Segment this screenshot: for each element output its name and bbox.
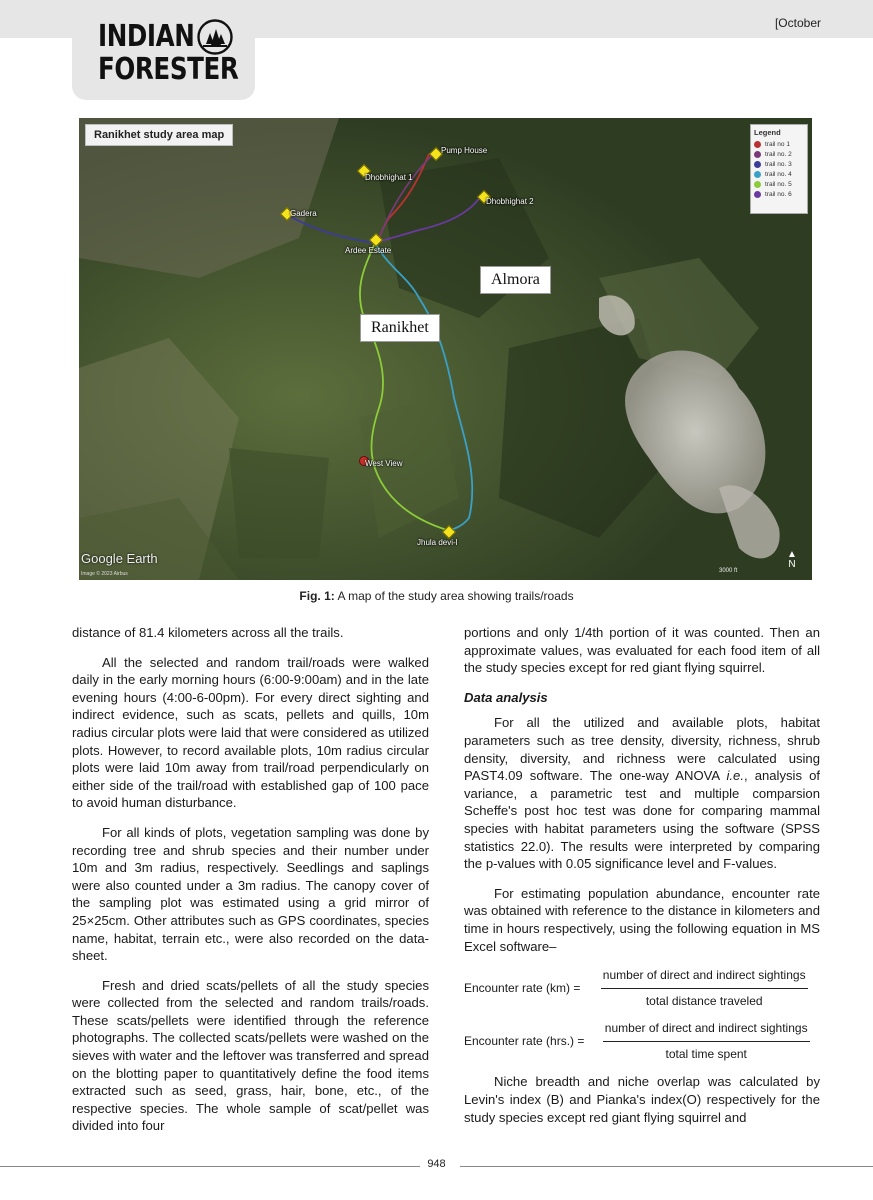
figure-number: Fig. 1: bbox=[299, 589, 335, 603]
equation-fraction bbox=[588, 967, 820, 1010]
map-legend bbox=[750, 124, 808, 214]
paragraph: For all kinds of plots, vegetation sampling was done by recording tree and shrub species and their number under 10m and 3m radius, respectively. Seedlings and saplings were also counted under a 3m radius. The canopy cover of the sampling plot was estimated using a grid mirror of 25×25cm. Other attributes such as GPS coordinates, species name, habitat, terrain etc., were also recorded on the data-sheet. bbox=[72, 824, 429, 964]
paragraph: distance of 81.4 kilometers across all the trails. bbox=[72, 625, 344, 640]
legend-swatch-icon bbox=[754, 141, 761, 148]
figure-caption-text: A map of the study area showing trails/roads bbox=[334, 589, 574, 603]
place-label-dhobhighat-2: Dhobhighat 2 bbox=[486, 197, 534, 206]
page-number: 948 bbox=[427, 1158, 446, 1170]
google-earth-watermark: Google Earth bbox=[81, 551, 158, 566]
legend-title: Legend bbox=[754, 128, 781, 137]
legend-item bbox=[754, 189, 807, 199]
section-heading: Data analysis bbox=[464, 689, 548, 705]
left-column bbox=[72, 624, 429, 1147]
right-column bbox=[464, 624, 820, 1138]
paragraph: All the selected and random trail/roads were walked daily in the early morning hours (6:00-9:00am) and in the late evening hours (4:00-6-00pm). For every direct sighting and indirect evidence, such as scats, pellets and quills, 10m radius circular plots were laid that were considered as utilized plots. However, to record available plots, 10m radius circular plots were laid 10m away from trail/road perpendicularly on either side of the trail/road with established gap of 100 pace to avoid human disturbance. bbox=[72, 654, 429, 811]
satellite-terrain bbox=[79, 118, 812, 580]
place-label-pump-house: Pump House bbox=[441, 146, 488, 155]
equation-numerator: number of direct and indirect sightings bbox=[601, 967, 808, 989]
paragraph: portions and only 1/4th portion of it was counted. Then an approximate values, was evaluated for each food item of all the study species except for red giant flying squirrel. bbox=[464, 625, 820, 676]
region-label-ranikhet: Ranikhet bbox=[360, 314, 440, 342]
legend-label: trail no. 5 bbox=[765, 180, 792, 188]
journal-logo bbox=[72, 0, 255, 100]
legend-label: trail no. 6 bbox=[765, 190, 792, 198]
legend-swatch-icon bbox=[754, 181, 761, 188]
text-span: , analysis of variance, a parametric test and multiple comparsion Scheffe's post hoc test was done for comparing mammal species with habitat parameters using the software (SPSS statistics 22.0). The results were interpreted by comparing the p-values with 0.05 significance level and F-values. bbox=[464, 768, 821, 872]
legend-label: trail no. 4 bbox=[765, 170, 792, 178]
equation-lhs: Encounter rate (km) = bbox=[464, 980, 581, 995]
equation-denominator: total time spent bbox=[665, 1046, 747, 1061]
tree-emblem-icon bbox=[197, 19, 233, 55]
issue-month: [October bbox=[774, 16, 821, 30]
place-label-ardee-estate: Ardee Estate bbox=[345, 246, 392, 255]
study-area-map bbox=[79, 118, 812, 580]
place-label-jhula-devi: Jhula devi-l bbox=[417, 538, 458, 547]
region-label-almora: Almora bbox=[480, 266, 551, 294]
north-arrow-icon: ▲ N bbox=[787, 549, 797, 570]
legend-label: trail no. 3 bbox=[765, 160, 792, 168]
north-label: N bbox=[788, 559, 796, 570]
legend-item bbox=[754, 139, 807, 149]
equation-encounter-rate-hrs bbox=[464, 1020, 820, 1063]
map-title: Ranikhet study area map bbox=[85, 124, 233, 146]
place-label-dhobhighat-1: Dhobhighat 1 bbox=[365, 173, 413, 182]
figure-caption bbox=[0, 589, 873, 603]
legend-swatch-icon bbox=[754, 191, 761, 198]
journal-title-line2: FORESTER bbox=[98, 52, 239, 87]
paragraph: Niche breadth and niche overlap was calculated by Levin's index (B) and Pianka's index(O) respectively for the study species except red giant flying squirrel and bbox=[464, 1074, 820, 1125]
italic-abbreviation: i.e. bbox=[726, 768, 744, 784]
text-span: For all the utilized and available plots, habitat parameters such as tree density, diversity, richness, shrub density, diversity, and richness were calculated using PAST4.09 software. The one-way ANOVA bbox=[464, 715, 820, 784]
legend-item bbox=[754, 159, 807, 169]
legend-label: trail no. 2 bbox=[765, 150, 792, 158]
scale-bar: 3000 ft bbox=[719, 568, 738, 574]
legend-swatch-icon bbox=[754, 171, 761, 178]
legend-swatch-icon bbox=[754, 151, 761, 158]
legend-item bbox=[754, 149, 807, 159]
paragraph: For estimating population abundance, encounter rate was obtained with reference to the distance in kilometers and time in hours respectively, using the following equation in MS Excel software– bbox=[464, 885, 820, 954]
equation-encounter-rate-km bbox=[464, 967, 820, 1010]
equation-denominator: total distance traveled bbox=[645, 993, 763, 1008]
journal-title-line1: INDIAN bbox=[98, 19, 195, 54]
paragraph bbox=[464, 714, 820, 872]
equation-lhs: Encounter rate (hrs.) = bbox=[464, 1034, 585, 1049]
equation-fraction bbox=[592, 1020, 820, 1063]
equation-numerator: number of direct and indirect sightings bbox=[603, 1020, 810, 1042]
legend-item bbox=[754, 169, 807, 179]
image-credit: Image © 2023 Airbus bbox=[81, 571, 128, 577]
place-label-gadera: Gadera bbox=[290, 209, 317, 218]
legend-item bbox=[754, 179, 807, 189]
legend-label: trail no 1 bbox=[765, 140, 790, 148]
legend-swatch-icon bbox=[754, 161, 761, 168]
paragraph: Fresh and dried scats/pellets of all the study species were collected from the selected and random trails/roads. These scats/pellets were identified through the reference photographs. The collected scats/pellets were washed on the sieves with water and the leftover was transferred and spread on the blotting paper to quantitatively define the food items extracted such as seed, grass, hair, bone, etc., of the respective species. The whole sample of scat/pellet was divided into four bbox=[72, 977, 429, 1134]
place-label-west-view: West View bbox=[365, 459, 403, 468]
